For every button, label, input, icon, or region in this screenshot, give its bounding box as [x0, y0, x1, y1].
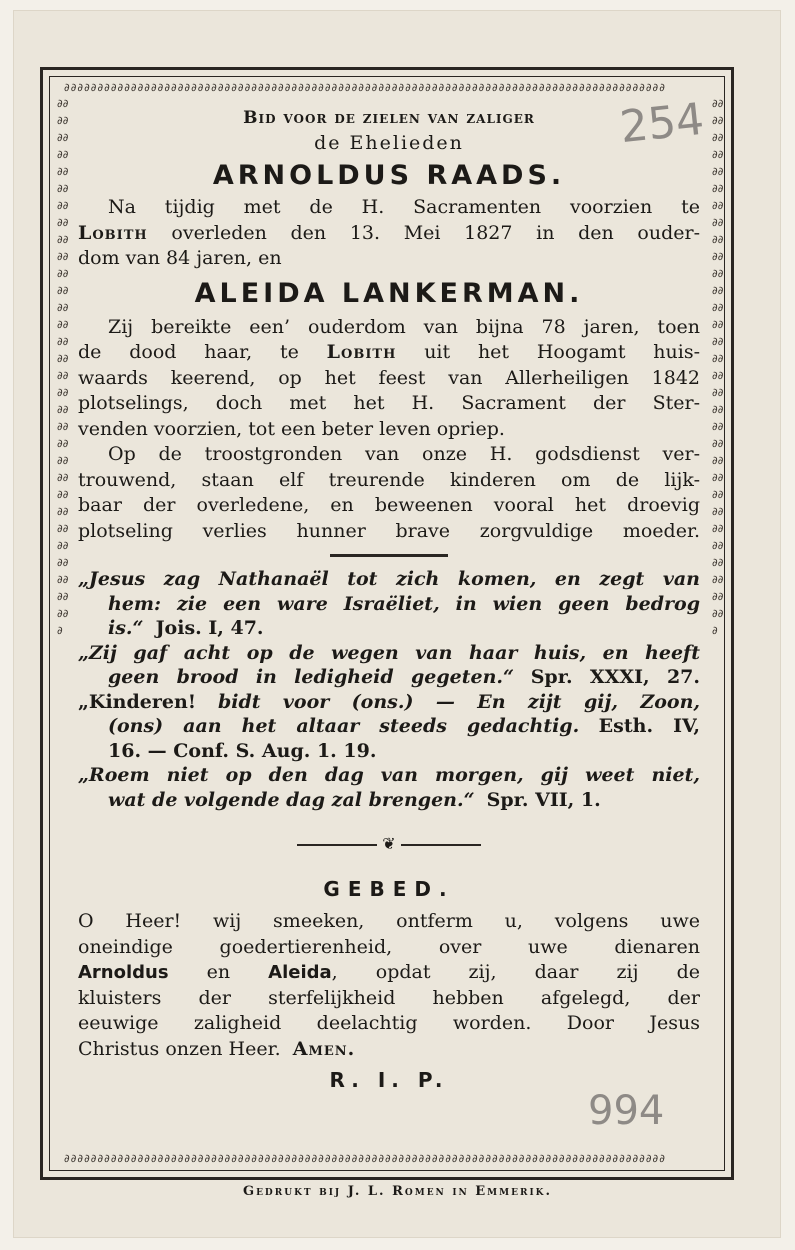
prayer-line4: kluisters der sterfelijkheid hebben afgelegd, der: [78, 986, 700, 1009]
quote3-line2: (ons) aan het altaar steeds gedachtig. Esth. IV,: [108, 715, 701, 737]
quote4-line2: wat de volgende dag zal brengen.“ Spr. VII, 1.: [108, 788, 601, 811]
person2-line5: venden voorzien, tot een beter leven opriep.: [78, 417, 505, 440]
card-text: [78, 108, 700, 1092]
quote3-line1: „Kinderen! bidt voor (ons.) — En zijt gij, Zoon,: [78, 690, 700, 713]
quote2-line1: „Zij gaf acht op de wegen van haar huis, en heeft: [78, 641, 700, 664]
left-ornament-border: ∂∂∂∂∂∂∂∂∂∂∂∂∂∂∂∂∂∂∂∂∂∂∂∂∂∂∂∂∂∂∂∂∂∂∂∂∂∂∂∂∂∂∂∂∂∂∂∂∂∂∂∂∂∂∂∂∂∂∂∂∂∂∂: [57, 97, 69, 637]
prayer-line3: Arnoldus en Aleida, opdat zij, daar zij de: [78, 961, 700, 983]
flourish-ornament: ❦: [78, 834, 700, 853]
quote4-line1: „Roem niet op den dag van morgen, gij weet niet,: [78, 764, 700, 786]
prayer-line5: eeuwige zaligheid deelachtig worden. Door Jesus: [78, 1012, 700, 1034]
header-line1: Bid voor de zielen van zaliger: [243, 108, 535, 128]
person1-line3: dom van 84 jaren, en: [78, 247, 282, 269]
prayer-line6: Christus onzen Heer. Amen.: [78, 1037, 356, 1060]
top-ornament-border: ∂∂∂∂∂∂∂∂∂∂∂∂∂∂∂∂∂∂∂∂∂∂∂∂∂∂∂∂∂∂∂∂∂∂∂∂∂∂∂∂∂∂∂∂∂∂∂∂∂∂∂∂∂∂∂∂∂∂∂∂∂∂∂∂∂∂∂∂∂∂∂∂∂∂∂∂∂∂∂∂∂∂∂∂∂∂∂∂∂∂: [64, 82, 666, 94]
quote1-line1: „Jesus zag Nathanaël tot zich komen, en zegt van: [78, 568, 700, 590]
person2-line2: de dood haar, te Lobith uit het Hoogamt huis-: [78, 341, 700, 363]
prayer-line1: O Heer! wij smeeken, ontferm u, volgens uwe: [78, 910, 700, 932]
quote2-line2: geen brood in ledigheid gegeten.“ Spr. XXXI, 27.: [108, 666, 700, 688]
separator-rule: [330, 554, 448, 557]
printer-imprint: Gedrukt bij J. L. Romen in Emmerik.: [242, 1184, 553, 1199]
quotes-section: [78, 567, 700, 812]
person2-line7: trouwend, staan elf treurende kinderen om de lijk-: [78, 468, 700, 491]
person1-text: [78, 195, 700, 272]
right-ornament-border: ∂∂∂∂∂∂∂∂∂∂∂∂∂∂∂∂∂∂∂∂∂∂∂∂∂∂∂∂∂∂∂∂∂∂∂∂∂∂∂∂∂∂∂∂∂∂∂∂∂∂∂∂∂∂∂∂∂∂∂∂∂∂∂: [712, 97, 724, 637]
person2-line1: Zij bereikte een’ ouderdom van bijna 78 jaren, toen: [108, 315, 700, 338]
person2-line3: waards keerend, op het feest van Allerheiligen 1842: [78, 366, 700, 389]
quote1-line2: hem: zie een ware Israëliet, in wien geen bedrog: [108, 592, 700, 615]
prayer-title: GEBED.: [323, 877, 455, 901]
person2-name: ALEIDA LANKERMAN.: [194, 277, 584, 309]
person1-line1: Na tijdig met de H. Sacramenten voorzien te: [108, 196, 700, 218]
prayer-text: [78, 909, 700, 1062]
rip: R. I. P.: [329, 1068, 449, 1092]
quote3-line3: 16. — Conf. S. Aug. 1. 19.: [108, 739, 377, 762]
person2-text: [78, 315, 700, 545]
prayer-line2: oneindige goedertierenheid, over uwe dienaren: [78, 935, 700, 958]
handwritten-number-bottom: 994: [588, 1088, 665, 1134]
person1-name: ARNOLDUS RAADS.: [212, 160, 566, 191]
person2-line6: Op de troostgronden van onze H. godsdienst ver-: [108, 443, 700, 465]
quote1-line3: is.“ Jois. I, 47.: [108, 617, 264, 639]
person1-line2: Lobith overleden den 13. Mei 1827 in den ouder-: [78, 221, 700, 244]
place-lobith: Lobith: [78, 221, 148, 244]
bottom-ornament-border: ∂∂∂∂∂∂∂∂∂∂∂∂∂∂∂∂∂∂∂∂∂∂∂∂∂∂∂∂∂∂∂∂∂∂∂∂∂∂∂∂∂∂∂∂∂∂∂∂∂∂∂∂∂∂∂∂∂∂∂∂∂∂∂∂∂∂∂∂∂∂∂∂∂∂∂∂∂∂∂∂∂∂∂∂∂∂∂∂∂∂: [64, 1153, 666, 1165]
handwritten-number-top: 254: [617, 93, 707, 154]
person2-line9: plotseling verlies hunner brave zorgvuldige moeder.: [78, 519, 700, 542]
header-line2: de Ehelieden: [314, 132, 464, 154]
person2-line4: plotselings, doch met het H. Sacrament der Ster-: [78, 392, 700, 414]
person2-line8: baar der overledene, en beweenen vooral het droevig: [78, 494, 700, 516]
